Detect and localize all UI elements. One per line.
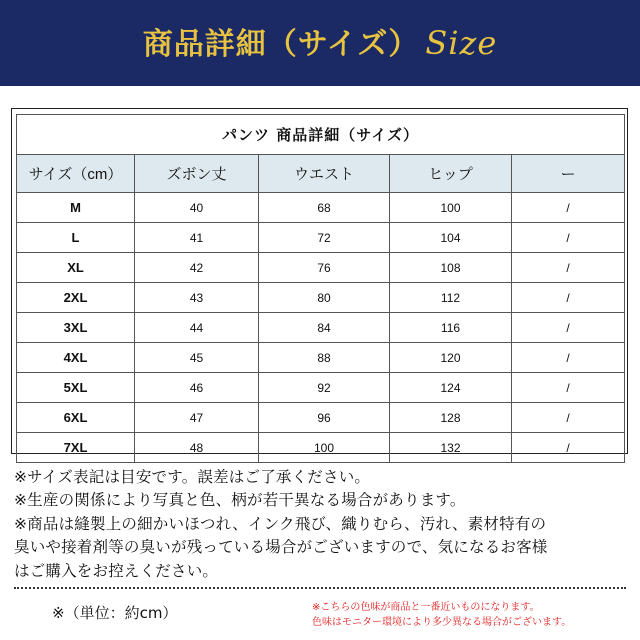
header-hip: ヒップ <box>390 155 512 193</box>
table-row <box>17 283 625 313</box>
size-cell: 3XL <box>17 313 135 343</box>
extra-cell: / <box>512 343 625 373</box>
unit-note: ※（単位：約cm） <box>52 604 178 622</box>
length-cell: 44 <box>135 313 259 343</box>
table-row <box>17 403 625 433</box>
waist-cell: 100 <box>259 433 390 463</box>
note-line: はご購入をお控えください。 <box>14 561 219 580</box>
hip-cell: 124 <box>390 373 512 403</box>
table-header-row <box>17 155 625 193</box>
length-cell: 47 <box>135 403 259 433</box>
size-table <box>16 114 625 463</box>
notes-block <box>14 466 634 583</box>
length-cell: 48 <box>135 433 259 463</box>
extra-cell: / <box>512 433 625 463</box>
table-row <box>17 223 625 253</box>
hip-cell: 116 <box>390 313 512 343</box>
extra-cell: / <box>512 253 625 283</box>
size-cell: 6XL <box>17 403 135 433</box>
hip-cell: 104 <box>390 223 512 253</box>
size-cell: 4XL <box>17 343 135 373</box>
size-cell: 5XL <box>17 373 135 403</box>
length-cell: 41 <box>135 223 259 253</box>
extra-cell: / <box>512 283 625 313</box>
note-line: ※生産の関係により写真と色、柄が若干異なる場合があります。 <box>14 491 466 510</box>
color-disclaimer <box>312 600 636 630</box>
color-note-line: ※こちらの色味が商品と一番近いものになります。 <box>312 602 540 613</box>
header-size: サイズ（cm） <box>17 155 135 193</box>
note-line: ※商品は縫製上の細かいほつれ、インク飛び、織りむら、汚れ、素材特有の <box>14 514 547 533</box>
note-line: ※サイズ表記は目安です。誤差はご了承ください。 <box>14 468 371 486</box>
extra-cell: / <box>512 403 625 433</box>
length-cell: 42 <box>135 253 259 283</box>
hip-cell: 128 <box>390 403 512 433</box>
banner-title-script: Size <box>425 24 498 62</box>
dotted-divider <box>14 587 626 589</box>
header-extra: ー <box>512 155 625 193</box>
size-cell: XL <box>17 253 135 283</box>
table-row <box>17 343 625 373</box>
extra-cell: / <box>512 373 625 403</box>
waist-cell: 96 <box>259 403 390 433</box>
size-cell: M <box>17 193 135 223</box>
note-line: 臭いや接着剤等の臭いが残っている場合がございますので、気になるお客様 <box>14 538 548 557</box>
table-title-row <box>17 115 625 155</box>
waist-cell: 68 <box>259 193 390 223</box>
table-row <box>17 253 625 283</box>
table-row <box>17 193 625 223</box>
table-row <box>17 313 625 343</box>
banner-title-jp: 商品詳細（サイズ） <box>142 27 420 62</box>
length-cell: 46 <box>135 373 259 403</box>
header-length: ズボン丈 <box>135 155 259 193</box>
extra-cell: / <box>512 313 625 343</box>
banner-title <box>0 0 640 86</box>
hip-cell: 108 <box>390 253 512 283</box>
color-note-line: 色味はモニター環境により多少異なる場合がございます。 <box>312 617 572 628</box>
hip-cell: 132 <box>390 433 512 463</box>
extra-cell: / <box>512 223 625 253</box>
hip-cell: 100 <box>390 193 512 223</box>
waist-cell: 72 <box>259 223 390 253</box>
length-cell: 43 <box>135 283 259 313</box>
table-row <box>17 433 625 463</box>
waist-cell: 88 <box>259 343 390 373</box>
header-waist: ウエスト <box>259 155 390 193</box>
size-cell: 2XL <box>17 283 135 313</box>
table-row <box>17 373 625 403</box>
size-cell: 7XL <box>17 433 135 463</box>
extra-cell: / <box>512 193 625 223</box>
waist-cell: 80 <box>259 283 390 313</box>
hip-cell: 112 <box>390 283 512 313</box>
hip-cell: 120 <box>390 343 512 373</box>
waist-cell: 76 <box>259 253 390 283</box>
length-cell: 45 <box>135 343 259 373</box>
waist-cell: 84 <box>259 313 390 343</box>
size-cell: L <box>17 223 135 253</box>
waist-cell: 92 <box>259 373 390 403</box>
table-title: パンツ 商品詳細（サイズ） <box>17 115 625 155</box>
length-cell: 40 <box>135 193 259 223</box>
